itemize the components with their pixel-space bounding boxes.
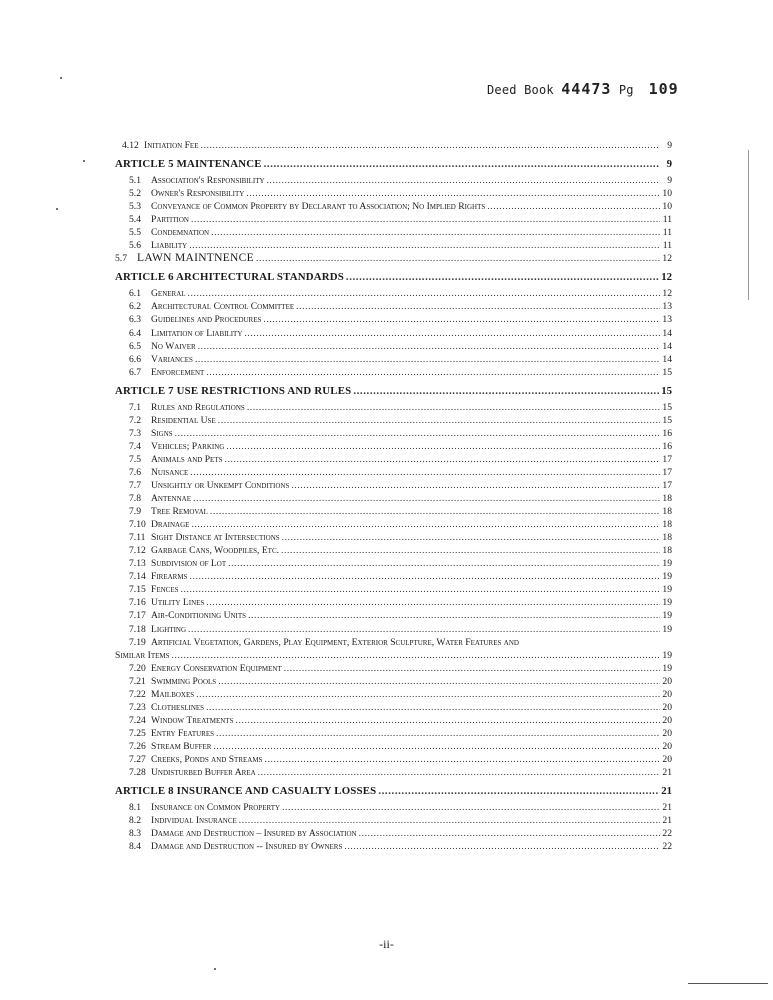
toc-page-number: 22 (662, 828, 672, 840)
toc-section-title: LAWN MAINTNENCE (137, 252, 254, 265)
toc-section-title: Rules and Regulations (151, 401, 245, 413)
toc-dot-leader (198, 340, 660, 353)
toc-section-number: 6.1 (129, 288, 141, 300)
toc-page-number: 13 (662, 314, 672, 326)
toc-entry (115, 453, 672, 466)
toc-section-title: Swimming Pools (151, 675, 217, 687)
toc-section-number: 5.7 (115, 253, 127, 265)
toc-section-title: Insurance on Common Property (151, 802, 281, 814)
toc-page-number: 18 (662, 532, 672, 544)
toc-section-title: General (151, 288, 186, 300)
toc-section-title: Lighting (151, 623, 187, 635)
toc-dot-leader (206, 701, 660, 714)
toc-section-number: 6.4 (129, 327, 141, 339)
toc-entry (115, 313, 672, 326)
toc-section-number: 7.20 (129, 662, 146, 674)
toc-dot-leader (226, 440, 660, 453)
toc-page-number: 17 (662, 479, 672, 491)
toc-article-heading (115, 270, 672, 285)
toc-section-number: 7.7 (129, 479, 141, 491)
toc-section-number: 7.15 (129, 584, 146, 596)
toc-section-title: Initiation Fee (144, 140, 199, 151)
toc-page-number: 13 (662, 301, 672, 313)
scan-bottom-mark (688, 983, 768, 984)
toc-section-number: 7.17 (129, 610, 146, 622)
toc-dot-leader (248, 609, 660, 622)
toc-section-number: 7.5 (129, 453, 141, 465)
toc-entry (115, 609, 672, 622)
toc-dot-leader (346, 270, 659, 285)
toc-section-number: 8.2 (129, 815, 141, 827)
toc-page-number: 12 (662, 253, 672, 265)
deed-page-number: 109 (648, 80, 679, 98)
toc-dot-leader (171, 649, 660, 662)
toc-section-title: Limitation of Liability (151, 327, 243, 339)
toc-page-number: 21 (662, 815, 672, 827)
toc-page-number: 19 (662, 662, 672, 674)
toc-entry (115, 505, 672, 518)
toc-entry (115, 492, 672, 505)
toc-page-number: 14 (662, 353, 672, 365)
toc-dot-leader (191, 213, 660, 226)
toc-page-number: 20 (662, 701, 672, 713)
toc-page-number: 9 (667, 175, 672, 187)
toc-section-title: Energy Conservation Equipment (151, 662, 282, 674)
toc-entry (115, 675, 672, 688)
toc-dot-leader (188, 287, 660, 300)
toc-section-number: 6.7 (129, 366, 141, 378)
toc-section-number: 6.6 (129, 353, 141, 365)
toc-page-number: 20 (662, 740, 672, 752)
toc-dot-leader (258, 766, 660, 779)
scan-speck (60, 77, 62, 79)
toc-entry (115, 636, 672, 649)
toc-dot-leader (263, 313, 660, 326)
deed-book-number: 44473 (561, 80, 612, 98)
toc-page-number: 19 (662, 584, 672, 596)
toc-dot-leader (218, 414, 660, 427)
toc-dot-leader (353, 384, 659, 399)
scan-margin-line (748, 150, 749, 300)
toc-dot-leader (247, 401, 660, 414)
toc-entry (115, 200, 672, 213)
toc-section-title: Creeks, Ponds and Streams (151, 753, 263, 765)
toc-section-title: Variances (151, 353, 193, 365)
toc-page-number: 12 (661, 271, 672, 284)
toc-entry (115, 226, 672, 239)
toc-page-number: 20 (662, 688, 672, 700)
toc-dot-leader (487, 200, 660, 213)
toc-entry (115, 479, 672, 492)
toc-entry (115, 570, 672, 583)
toc-dot-leader (188, 623, 660, 636)
toc-page-number: 11 (662, 240, 672, 252)
toc-section-number: 7.3 (129, 427, 141, 439)
toc-section-title: Subdivision of Lot (151, 558, 227, 570)
toc-section-title: Condemnation (151, 227, 210, 239)
toc-dot-leader (189, 239, 660, 252)
toc-page-number: 19 (662, 623, 672, 635)
toc-page-number: 18 (662, 519, 672, 531)
toc-section-number: 7.26 (129, 740, 146, 752)
toc-section-title: Architectural Control Committee (151, 301, 295, 313)
toc-entry (115, 401, 672, 414)
toc-entry (115, 340, 672, 353)
toc-entry (115, 440, 672, 453)
toc-page-number: 16 (662, 427, 672, 439)
toc-section-title: No Waiver (151, 340, 196, 352)
toc-page-number: 20 (662, 753, 672, 765)
toc-section-number: 7.22 (129, 688, 146, 700)
toc-section-number: 7.2 (129, 414, 141, 426)
toc-dot-leader (244, 327, 660, 340)
toc-section-title: Vehicles; Parking (151, 440, 225, 452)
toc-dot-leader (225, 453, 660, 466)
toc-article-heading (115, 784, 672, 799)
toc-dot-leader (195, 353, 660, 366)
toc-dot-leader (191, 518, 660, 531)
toc-entry (115, 714, 672, 727)
toc-dot-leader (190, 466, 660, 479)
toc-section-title: Similar Items (115, 649, 170, 661)
toc-section-number: 7.24 (129, 714, 146, 726)
toc-entry (115, 287, 672, 300)
toc-section-number: 8.4 (129, 841, 141, 853)
toc-page-number: 21 (662, 767, 672, 779)
toc-dot-leader (282, 801, 660, 814)
toc-entry (115, 623, 672, 636)
toc-dot-leader (282, 531, 660, 544)
toc-entry (115, 688, 672, 701)
toc-entry (115, 740, 672, 753)
toc-entry (115, 662, 672, 675)
toc-section-number: 6.5 (129, 340, 141, 352)
toc-dot-leader (256, 252, 660, 265)
toc-page-number: 14 (662, 340, 672, 352)
toc-section-title: Liability (151, 240, 188, 252)
toc-entry (115, 753, 672, 766)
toc-page-number: 17 (662, 466, 672, 478)
toc-dot-leader (359, 827, 660, 840)
toc-section-number: 5.2 (129, 188, 141, 200)
toc-section-number: 7.4 (129, 440, 141, 452)
toc-section-title: Garbage Cans, Woodpiles, Etc. (151, 545, 280, 557)
toc-page-number: 19 (662, 649, 672, 661)
toc-section-number: 7.10 (129, 519, 146, 531)
toc-section-title: Nuisance (151, 466, 189, 478)
toc-entry (115, 596, 672, 609)
toc-page-number: 20 (662, 727, 672, 739)
toc-section-title: Enforcement (151, 366, 205, 378)
toc-page-number: 15 (662, 414, 672, 426)
toc-section-number: 7.1 (129, 401, 141, 413)
toc-section-number: 7.12 (129, 545, 146, 557)
toc-section-title: Utility Lines (151, 597, 205, 609)
toc-entry (115, 252, 672, 265)
toc-section-number: 7.11 (129, 532, 146, 544)
toc-page-number: 10 (662, 201, 672, 213)
toc-dot-leader (196, 688, 660, 701)
toc-section-number: 7.28 (129, 767, 146, 779)
toc-section-title: Clotheslines (151, 701, 205, 713)
toc-section-title: ARTICLE 8 INSURANCE AND CASUALTY LOSSES (115, 785, 377, 798)
toc-section-title: ARTICLE 5 MAINTENANCE (115, 158, 262, 171)
toc-entry (115, 583, 672, 596)
toc-dot-leader (213, 740, 660, 753)
toc-section-title: Damage and Destruction -- Insured by Owners (151, 841, 343, 853)
toc-section-title: Individual Insurance (151, 815, 237, 827)
toc-dot-leader (210, 505, 660, 518)
toc-dot-leader (344, 840, 660, 853)
toc-page-number: 19 (662, 610, 672, 622)
deed-book-prefix: Deed Book (487, 83, 554, 97)
toc-section-title: Entry Features (151, 727, 214, 739)
toc-dot-leader (181, 583, 660, 596)
toc-section-number: 7.13 (129, 558, 146, 570)
toc-section-title: Residential Use (151, 414, 216, 426)
toc-page-number: 18 (662, 506, 672, 518)
toc-entry (115, 353, 672, 366)
toc-entry (115, 414, 672, 427)
toc-section-number: 7.21 (129, 675, 146, 687)
toc-section-number: 5.6 (129, 240, 141, 252)
toc-article-heading (115, 157, 672, 172)
toc-page-number: 22 (662, 841, 672, 853)
toc-dot-leader (281, 544, 660, 557)
toc-section-title: ARTICLE 7 USE RESTRICTIONS AND RULES (115, 384, 352, 397)
toc-entry (115, 531, 672, 544)
toc-entry (115, 174, 672, 187)
toc-section-number: 7.25 (129, 727, 146, 739)
toc-page-number: 21 (661, 785, 672, 798)
toc-section-title: Conveyance of Common Property by Declarant to Association; No Implied Rights (151, 201, 486, 213)
toc-section-title: Air-Conditioning Units (151, 610, 247, 622)
deed-page-label: Pg (618, 83, 634, 97)
toc-section-title: Mailboxes (151, 688, 195, 700)
toc-entry (115, 427, 672, 440)
toc-entry (115, 518, 672, 531)
toc-dot-leader (264, 753, 660, 766)
toc-page-number: 9 (667, 140, 672, 151)
toc-section-title: Sight Distance at Intersections (151, 532, 280, 544)
toc-dot-leader (216, 727, 660, 740)
toc-section-number: 7.18 (129, 623, 146, 635)
toc-page-number: 15 (662, 366, 672, 378)
toc-page-number: 15 (661, 384, 672, 397)
toc-dot-leader (206, 366, 660, 379)
deed-book-stamp (487, 80, 679, 98)
toc-entry (115, 827, 672, 840)
toc-dot-leader (378, 784, 659, 799)
scan-speck (56, 208, 58, 210)
toc-page-number: 17 (662, 453, 672, 465)
toc-entry (115, 701, 672, 714)
toc-entry (115, 139, 672, 152)
scan-speck (83, 160, 85, 162)
toc-page-number: 9 (666, 158, 672, 171)
toc-section-title: Window Treatments (151, 714, 234, 726)
toc-dot-leader (193, 492, 660, 505)
toc-entry (115, 801, 672, 814)
toc-section-title: Stream Buffer (151, 740, 212, 752)
toc-section-title: Damage and Destruction – Insured by Association (151, 828, 357, 840)
toc-entry (115, 366, 672, 379)
toc-page-number: 11 (662, 214, 672, 226)
toc-section-title: Antennae (151, 493, 191, 505)
toc-section-title: Artificial Vegetation, Gardens, Play Equipment, Exterior Sculpture, Water Features and (151, 636, 519, 648)
toc-dot-leader (264, 157, 660, 172)
toc-article-heading (115, 384, 672, 399)
toc-section-number: 5.5 (129, 227, 141, 239)
toc-entry (115, 239, 672, 252)
toc-page-number: 19 (662, 558, 672, 570)
toc-section-title: Owner's Responsibility (151, 188, 245, 200)
table-of-contents (115, 139, 672, 853)
toc-dot-leader (175, 427, 660, 440)
toc-dot-leader (239, 814, 660, 827)
toc-dot-leader (267, 174, 660, 187)
toc-section-title: Animals and Pets (151, 453, 223, 465)
toc-section-number: 7.14 (129, 571, 146, 583)
toc-section-title: Drainage (151, 519, 190, 531)
scan-speck (214, 968, 216, 970)
toc-entry (115, 814, 672, 827)
toc-dot-leader (246, 187, 660, 200)
toc-page-number: 10 (662, 188, 672, 200)
toc-section-number: 5.4 (129, 214, 141, 226)
toc-section-number: 5.3 (129, 201, 141, 213)
toc-dot-leader (189, 570, 660, 583)
toc-section-title: Undisturbed Buffer Area (151, 767, 256, 779)
toc-page-number: 11 (662, 227, 672, 239)
toc-entry (115, 300, 672, 313)
toc-entry (115, 840, 672, 853)
toc-dot-leader (200, 139, 660, 152)
toc-section-number: 7.6 (129, 466, 141, 478)
toc-section-number: 7.19 (129, 636, 146, 648)
toc-section-title: Partition (151, 214, 189, 226)
toc-dot-leader (206, 596, 660, 609)
toc-dot-leader (228, 557, 660, 570)
page-number: -ii- (379, 937, 394, 951)
toc-section-number: 6.3 (129, 314, 141, 326)
toc-entry (115, 557, 672, 570)
toc-section-title: Fences (151, 584, 179, 596)
toc-entry (115, 766, 672, 779)
toc-section-number: 4.12 (122, 140, 139, 151)
toc-section-number: 7.9 (129, 506, 141, 518)
toc-page-number: 14 (662, 327, 672, 339)
toc-entry (115, 327, 672, 340)
toc-section-number: 7.27 (129, 753, 146, 765)
toc-dot-leader (296, 300, 660, 313)
toc-section-title: Signs (151, 427, 173, 439)
toc-section-number: 7.8 (129, 493, 141, 505)
toc-entry (115, 466, 672, 479)
toc-entry (115, 544, 672, 557)
toc-section-number: 8.3 (129, 828, 141, 840)
toc-page-number: 19 (662, 571, 672, 583)
toc-page-number: 15 (662, 401, 672, 413)
toc-page-number: 20 (662, 714, 672, 726)
toc-entry (115, 727, 672, 740)
toc-entry (115, 213, 672, 226)
toc-page-number: 12 (662, 288, 672, 300)
toc-section-number: 6.2 (129, 301, 141, 313)
toc-dot-leader (235, 714, 660, 727)
toc-entry (115, 187, 672, 200)
toc-page-number: 20 (662, 675, 672, 687)
toc-section-number: 7.23 (129, 701, 146, 713)
toc-section-title: ARTICLE 6 ARCHITECTURAL STANDARDS (115, 271, 344, 284)
toc-dot-leader (211, 226, 660, 239)
toc-page-number: 16 (662, 440, 672, 452)
toc-page-number: 18 (662, 545, 672, 557)
toc-section-title: Tree Removal (151, 506, 208, 518)
toc-page-number: 21 (662, 802, 672, 814)
toc-dot-leader (291, 479, 660, 492)
toc-section-title: Association's Responsibility (151, 175, 265, 187)
toc-section-number: 5.1 (129, 175, 141, 187)
toc-section-title: Guidelines and Procedures (151, 314, 262, 326)
toc-dot-leader (218, 675, 660, 688)
toc-page-number: 19 (662, 597, 672, 609)
toc-dot-leader (284, 662, 660, 675)
toc-page-number: 18 (662, 493, 672, 505)
toc-section-number: 8.1 (129, 802, 141, 814)
toc-section-number: 7.16 (129, 597, 146, 609)
toc-entry (115, 649, 672, 662)
toc-section-title: Firearms (151, 571, 188, 583)
toc-section-title: Unsightly or Unkempt Conditions (151, 479, 290, 491)
